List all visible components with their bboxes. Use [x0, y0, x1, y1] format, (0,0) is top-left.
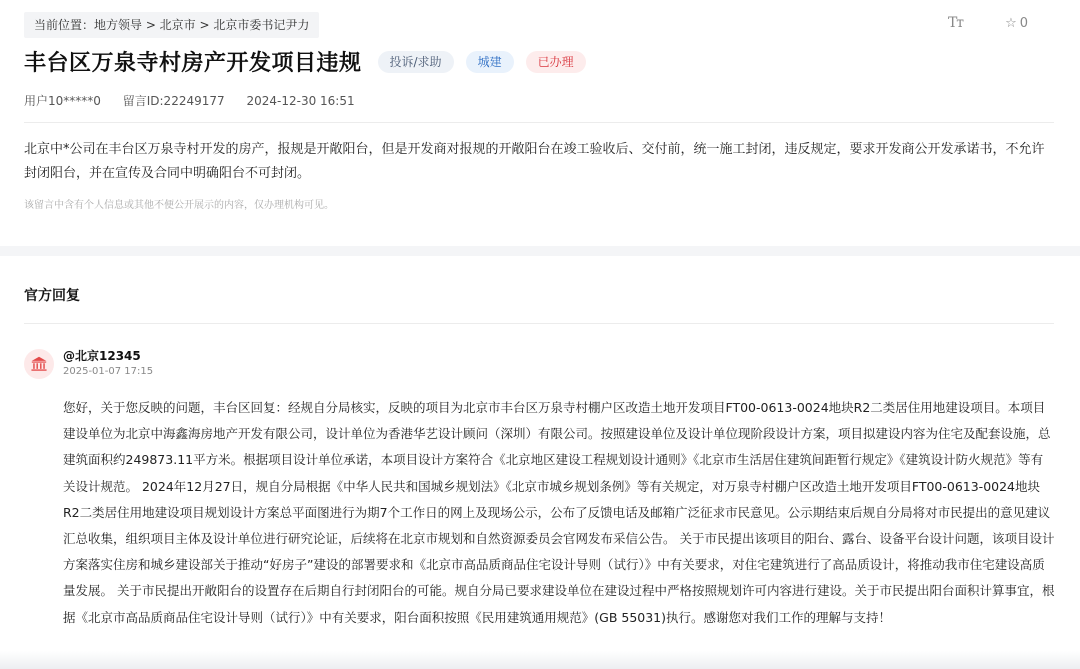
breadcrumb[interactable]: 当前位置：地方领导 > 北京市 > 北京市委书记尹力 [24, 12, 319, 38]
font-size-button[interactable]: Tт [947, 15, 964, 31]
star-icon: ☆ [1005, 15, 1017, 31]
message-card [0, 0, 1080, 246]
favorite-button[interactable] [1005, 16, 1028, 31]
message-id: 留言ID:22249177 [122, 94, 225, 108]
title-row [24, 46, 586, 77]
message-datetime: 2024-12-30 16:51 [246, 94, 355, 108]
reply-body: 您好，关于您反映的问题，丰台区回复：经规自分局核实，反映的项目为北京市丰台区万泉寺村棚户区改造土地开发项目FT00-0613-0024地块R2二类居住用地建设项目。本项目建设单位为北京中海鑫海房地产开发有限公司，设计单位为香港华艺设计顾问（深圳）有限公司。按照建设单位及设计单位现阶段设计方案，项目拟建设内容为住宅及配套设施，总建筑面积约249873.11平方米。根据项目设计单位承诺，本项目设计方案符合《北京地区建设工程规划设计通则》《北京市生活居住建筑间距暂行规定》《建筑设计防火规范》等有关设计规范。 2024年12月27日，规自分局根据《中华人民共和国城乡规划法》《北京市城乡规划条例》等有关规定，对万泉寺村棚户区改造土地开发项目FT00-0613-0024地块R2二类居住用地建设项目规划设计方案总平面图进行为期7个工作日的网上及现场公示，公布了反馈电话及邮箱广泛征求市民意见。公示期结束后规自分局将对市民提出的意见建议汇总收集，组织项目主体及设计单位进行研究论证，后续将在北京市规划和自然资源委员会官网发布采信公告。 关于市民提出该项目的阳台、露台、设备平台设计问题，该项目设计方案落实住房和城乡建设部关于推动“好房子”建设的部署要求和《北京市高品质商品住宅设计导则（试行）》中有关要求，对住宅建筑进行了高品质设计，将推动我市住宅建设高质量发展。 关于市民提出开敞阳台的设置存在后期自行封闭阳台的可能。规自分局已要求建设单位在建设过程中严格按照规划许可内容进行建设。关于市民提出阳台面积计算事宜，根据《北京市高品质商品住宅设计导则（试行）》中有关要求，阳台面积按照《民用建筑通用规范》(GB 55031)执行。感谢您对我们工作的理解与支持！ [63, 400, 1055, 625]
favorite-count: 0 [1019, 15, 1028, 31]
page-title: 丰台区万泉寺村房产开发项目违规 [24, 51, 362, 76]
status-badge: 已办理 [526, 51, 586, 73]
tag-field[interactable]: 城建 [466, 51, 514, 73]
reply-card [0, 256, 1080, 669]
message-content: 北京中*公司在丰台区万泉寺村开发的房产，报规是开敞阳台，但是开发商对报规的开敞阳台在竣工验收后、交付前，统一施工封闭，违反规定，要求开发商公开发承诺书，不允许封闭阳台，并在宣传及合同中明确阳台不可封闭。 [24, 142, 1045, 181]
privacy-notice: 该留言中含有个人信息或其他不便公开展示的内容，仅办理机构可见。 [24, 200, 334, 211]
reply-section-title: 官方回复 [24, 288, 80, 304]
government-building-icon [24, 349, 54, 379]
user-id: 用户10*****0 [24, 94, 101, 108]
toolbar [948, 15, 1028, 31]
section-gap [0, 246, 1080, 256]
scroll-fade [0, 651, 1080, 669]
replier-name[interactable]: @北京12345 [63, 349, 141, 363]
divider [24, 323, 1054, 324]
message-meta [24, 92, 373, 109]
tag-category[interactable]: 投诉/求助 [378, 51, 454, 73]
reply-date: 2025-01-07 17:15 [63, 366, 154, 377]
divider [24, 122, 1054, 123]
